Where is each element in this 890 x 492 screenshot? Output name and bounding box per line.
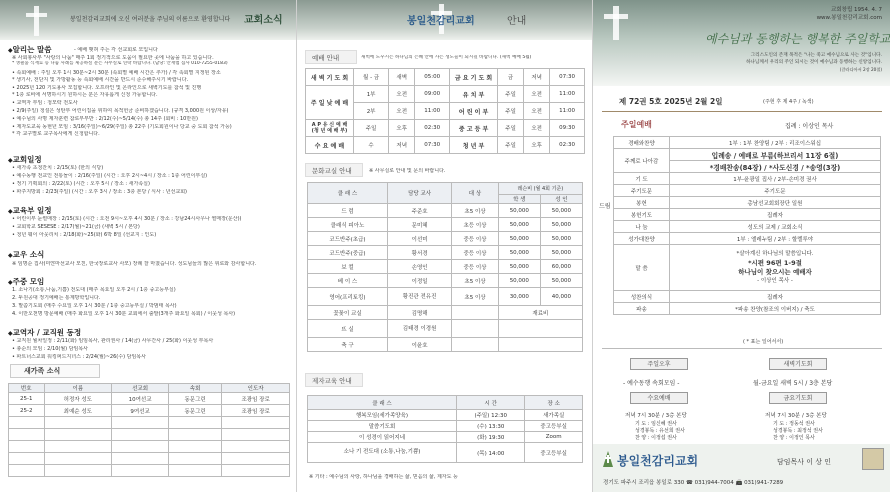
- table-row: 코드반주(중급) 황서경 중등 이상 50,000 50,000: [308, 246, 583, 260]
- table-row: 주기도문 주기도문: [614, 185, 881, 197]
- table-row: 소나 기 전도대 (소통,나눔,기쁨) (목) 14:00 중고등부실: [308, 443, 583, 463]
- page-title: 교회소식: [244, 15, 283, 26]
- table-row: 드 럼 주준호 초5 이상 50,000 50,000: [308, 204, 583, 218]
- main-title: 주일예배: [621, 120, 652, 129]
- svc-wednesday: 수요예배: [630, 392, 688, 404]
- cross-icon: [613, 6, 619, 40]
- cross-icon: [34, 6, 39, 36]
- page-cover: 교회창립 1954. 4. 7 www.봉일천감리교회.com 예수님과 동행하는 행복한 주일학교 그리스도인의 존재 목적은 "나는 죽고 예수님으로 사는 것"입니다. 하나님께서 우리의 주인 되시는 것이 예수님과 동행하는 신앙입니다. (갈라디아서 2장 20절) 제 72권 5호 2025년 2월 2일 (주현 후 제 4주 / 녹색) 주일예배 집례 : 이상인 목사 드림 경배와찬양 1부 : 1부 찬양팀 / 2부 : 리조이스워십 주께로 나아감 입례송 / 예배로 부름(하브리서 11장 6절) *경배찬송(84장) / *사도신경 / *송영(3장) 기 도 1부-윤광일 집사 / 2부-손미경 권사 주기도문 주기도문 봉헌 총남선교회회장단 일원 봉헌기도 집례자 나 눔 성도의 교제 / 교회소식 성가대찬양 1부 : 엘레누팀 / 2부 : 할렐루야 말 씀 *살아계신 하나님의 말씀입니다. *시편 96편 1-9절 하나님이 찾으시는 예배자 - 이상인 목사 - 성찬의식 집례자 파송 *파송 찬양(참조의 이버지) / 축도 ( * 표는 일어서서) 주일오후 - 예수동행 속회모임 - 새벽기도회 월-금요일 새벽 5시 / 3층 본당 수요예배 저녁 7시 30분 / 3층 본당 기 도 : 임신혜 권사 성경봉독 : 유선희 권사 찬 양 : 이정섭 권사 금요기도회 저녁 7시 30분 / 3층 본당 기 도 : 정동석 권사 성경봉독 : 최정석 권사 찬 양 : 이정인 목사 봉일천감리교회 담임목사 이 상 인 경기도 파주시 조리읍 봉일로 330 ☎ 031)944-7004 📠 031)941-7289: [593, 0, 890, 492]
- edu-note: ※ 기타 : 예수님의 사랑, 하나님을 경배하는 삶, 믿음의 삶, 제자도 등: [309, 474, 458, 480]
- table-row: 말 씀 *살아계신 하나님의 말씀입니다. *시편 96편 1-9절 하나님이 찾으시는 예배자 - 이상인 목사 -: [614, 245, 881, 291]
- table-row: 행복모임(세가족양육) (주일) 12:30 새가족실: [308, 410, 583, 421]
- table-row: 파송 *파송 찬양(참조의 이버지) / 축도: [614, 303, 881, 315]
- newcomer-table: 번호 이름 선교회 속회 인도자 25-1 허정자 성도 10여선교 동문그린 조광임 장로 25-2 최예순 성도 9여선교 동문그린 조광임 장로: [8, 383, 290, 477]
- table-row: 주께로 나아감 입례송 / 예배로 부름(하브리서 11장 6절): [614, 149, 881, 161]
- welcome-text: 봉일천감리교회에 오신 여러분을 주님의 이름으로 환영합니다: [70, 16, 231, 23]
- pastor-name: 담임목사 이 상 인: [777, 458, 832, 466]
- table-row: 베 이 스 이정일 초5 이상 50,000 50,000: [308, 274, 583, 288]
- worship-table: [305, 68, 585, 154]
- offering-label: 드림: [599, 203, 611, 210]
- table-row: 새 벽 기 도 회 월 - 금 새벽 05:00 금 요 기 도 회 금 저녁 07:30: [306, 69, 585, 86]
- church-title: 봉일천감리교회: [407, 16, 475, 27]
- table-row: 봉헌 총남선교회회장단 일원: [614, 197, 881, 209]
- table-row: 봉헌기도 집례자: [614, 209, 881, 221]
- qr-code-icon: [862, 448, 884, 470]
- address: 경기도 파주시 조리읍 봉일로 330 ☎ 031)944-7004 📠 031)941-7289: [603, 480, 784, 486]
- culture-label: 문화교실 안내: [305, 163, 363, 177]
- church-name: 봉일천감리교회: [617, 454, 699, 468]
- table-row: 이 성경이 읽어지네 (화) 19:30 Zoom: [308, 432, 583, 443]
- table-row: 꽃꽂이 교실 김명해 재료비: [308, 306, 583, 320]
- slogan: 예수님과 동행하는 행복한 주일학교: [705, 32, 890, 46]
- section-title: ◆ 알리는 말씀: [8, 44, 288, 55]
- table-row: 성가대찬양 1부 : 엘레누팀 / 2부 : 할렐루야: [614, 233, 881, 245]
- svc-friday: 금요기도회: [769, 392, 827, 404]
- table-row: 성찬의식 집례자: [614, 291, 881, 303]
- table-row: 기 도 1부-윤광일 집사 / 2부-손미경 권사: [614, 173, 881, 185]
- table-row: 클래식 피아노 문미혜 초등 이상 50,000 50,000: [308, 218, 583, 232]
- church-logo-icon: [601, 449, 615, 469]
- edu-table: 클 래 스 시 간 장 소 행복모임(세가족양육) (주일) 12:30 새가족실 말씀기도회 (수) 13:30 중고등부실 이 성경이 읽어지네 (화) 19:30 Zoom 소나 기 전도대 (소통,나눔,기쁨) (목) 14:00 중고등부실: [307, 395, 583, 463]
- table-row: 말씀기도회 (수) 13:30 중고등부실: [308, 421, 583, 432]
- table-row: 보 컬 손영인 중등 이상 50,000 60,000: [308, 260, 583, 274]
- table-row: 2부 오전 11:00 어 린 이 부 주일 오전 11:00: [306, 103, 585, 120]
- edu-label: 제자교육 안내: [305, 373, 363, 387]
- table-row: 뜨 실 김태경 이경원: [308, 320, 583, 338]
- newcomer-title: 새가족 소식: [24, 367, 61, 375]
- order-table: [613, 136, 881, 315]
- founded-date: 교회창립 1954. 4. 7: [831, 7, 882, 13]
- table-row: *경배찬송(84장) / *사도신경 / *송영(3장): [614, 161, 881, 173]
- culture-table: 클 래 스 담당 교사 대 상 레슨비 (월 4회 기준) 학 생 성 인 드 럼 주준호 초5 이상 50,000 50,000 클래식 피아노 문미혜 초등 이상 50,000 50,000 코드반주(초급) 이선미 중등 이상 50,000 50,000 코드반주(중급) 황서경 중등 이상 50,000 50,000 보 컬 손영인 중등 이상 50,000 60,000 베 이 스 이정일 초5 이상 50,000 50,000 영어(프리토킹) 황진관 전유진 초5 이상 30,000 40,000 꽃꽂이 교실 김명해 재료비 뜨 실 김태경 이경원 축 구 이윤호: [307, 182, 583, 352]
- table-row: 축 구 이윤호: [308, 338, 583, 352]
- table-row: A P 유 신 예 배 (청 년 예 배 부) 주일 오후 02:30 중 고 등 부 주일 오전 09:30: [306, 120, 585, 137]
- table-row: 코드반주(초급) 이선미 중등 이상 50,000 50,000: [308, 232, 583, 246]
- worship-label: 예배 안내: [305, 50, 357, 64]
- table-row: 나 눔 성도의 교제 / 교회소식: [614, 221, 881, 233]
- table-row: 수 요 예 배 수 저녁 07:30 청 년 부 주일 오후 02:30: [306, 137, 585, 154]
- svc-afternoon: 주일오후: [630, 358, 688, 370]
- table-row: 25-2 최예순 성도 9여선교 동문그린 조광임 장로: [9, 405, 290, 417]
- table-row: 25-1 허정자 성도 10여선교 동문그린 조광임 장로: [9, 393, 290, 405]
- page-news: 봉일천감리교회에 오신 여러분을 주님의 이름으로 환영합니다 교회소식 ◆ 알리는 말씀 - 예배 맺혀 주는 각 선교회로 모입니다 ※ 사회봉사부 "사랑의 나눔" 매주 1회 정기적으로 도움이 필요한 곳에 나눔을 하고 있습니다. * 생필품 식재료 등 나눔 사례를 제공하실 분은 사무실로 연락 바랍니다. (담당: 안재범 집사 010-7255-0183) • 속회예배 : 주일 오후 1시 30분~2시 30분 (속회별 예배 시간은 추가) / 각 속회별 지정된 장소 * 생기사, 전단지 및 가방활동 등 속회예배 시간을 반드시 준수해주시기 바랍니다. • 2025년 120 기도용사 모집합니다. 오프라인 및 온라인으로 새벽기도를 참석 및 진행 * 1층 로비에 서명하시기 원하시는 분은 자유롭게 신청 가능합니다. • 교역자 부임 : 청모락 전도사 • 2/9(주일) 청설은 성탄부 어린이집을 위하여 목적헌금 준비하겠습니다. (규격 3,000원 이상/자유) • 예수님의 사명 제자훈련 참로부부반 : 2/12(수)~5/14(수) 총 14주 (회비 : 10만원) • 제자도교육 동현년 모임 : 3/16(주일)~6/29(주일) 총 22주 (기도회원이나 당교 중 도회 참석 가능) * 각 교구별로 교구목사에게 신청합니다. ◆ 교회일정 • 새가족 초청잔치 : 2/15(토) (한의 식당) • 예수동행 전교인 전통놀이 : 2/16(주일) (시간 : 오후 2시~4시 / 장소 : 1층 어린이부실) • 정기 기획회의 : 2/22(토) (시간 : 오후 5시 / 장소 : 새가족실) • 파주지방회 : 2/23(주일) (시간 : 오후 3시 / 장소 : 3층 본당 / 식사 : 년선교회) ◆ 교육부 일정 • 어린이부 눈썰매장 : 2/15(토) (시간 : 오전 9시~오후 4시 30분 / 장소 : 강남24시사우나 썰매장(운산)) • 교회학교 SESESE : 2/17(월)~21(금) (새벽 5시 / 본당) • 청년 웨이 아웃리치 : 2/18(화)~25(화) 6박 8일 (선교지 : 인도) ◆ 교우 소식 ※ 임명순 집사(미얀마선교사 모친, 한국장로교사 사모) 장례 잘 마쳤습니다. 성도님들의 많은 위로와 감사합니다. ◆ 주중 모임 1. 소나기(소통,나눔,기쁨) 전도대 (매주 목요일 오후 2시 / 1층 중고등부실) 2. 두원공대 정기예배는 통계방학입니다. 3. 말씀기도회 (매주 수요일 오후 1시 30분 / 1층 중고등부실 / 박범태 목사) 4. 이만오천명 방문예배 (매주 화요일 오후 1시 30분 교회에서 출발(3개주 화요일 목회) / 이웃성 목사) ◆ 교역자 / 교직원 동정 • 교직원 월차일정 : 2/11(화) 임임목사, 관리권사 / 14(금) 사무간사 / 25(화) 이웃성 부목사 • 총순의 모임 : 2/10(월) 담임목사 • 파트너스교회 워킹퍼드지녀스 : 2/24(월)~26(수) 담임목사 새가족 소식 번호 이름 선교회 속회 인도자 25-1 허정자 성도 10여선교 동문그린 조광임 장로 25-2 최예순 성도 9여선교 동문그린 조광임 장로: [0, 0, 297, 492]
- website: www.봉일천감리교회.com: [816, 15, 882, 21]
- page-info: 봉일천감리교회 안내 예배 안내 새벽에 도우시는 하나님의 은혜 안에 사는 성도들이 되시길 바랍니다. (새벽 예배 5월) 새 벽 기 도 회 월 - 금 새벽 05:00 금 요 기 도 회 금 저녁 07:30 주 일 낮 예 배 1부 오전 09:00 유 치 부 주일 오전 11:00 2부 오전 11:00 어 린 이 부 주일 오전 11:00 A P 유 신 예 배 (청 년 예 배 부) 주일 오후 02:30 중 고 등 부 주일 오전 09:30 수 요 예 배 수 저녁 07:30 청 년 부 주일 오후 02:30 문화교실 안내 ※ 사무실로 안내 및 문의 바랍니다. 클 래 스 담당 교사 대 상 레슨비 (월 4회 기준) 학 생 성 인 드 럼 주준호 초5 이상 50,000 50,000 클래식 피아노 문미혜 초등 이상 50,000 50,000 코드반주(초급) 이선미 중등 이상 50,000 50,000 코드반주(중급) 황서경 중등 이상 50,000 50,000 보 컬 손영인 중등 이상 50,000 60,000 베 이 스 이정일 초5 이상 50,000 50,000 영어(프리토킹) 황진관 전유진 초5 이상 30,000 40,000 꽃꽂이 교실 김명해 재료비 뜨 실 김태경 이경원 축 구 이윤호 제자교육 안내 클 래 스 시 간 장 소 행복모임(세가족양육) (주일) 12:30 새가족실 말씀기도회 (수) 13:30 중고등부실 이 성경이 읽어지네 (화) 19:30 Zoom 소나 기 전도대 (소통,나눔,기쁨) (목) 14:00 중고등부실 ※ 기타 : 예수님의 사랑, 하나님을 경배하는 삶, 믿음의 삶, 제자도 등: [297, 0, 593, 492]
- table-row: 영어(프리토킹) 황진관 전유진 초5 이상 30,000 40,000: [308, 288, 583, 306]
- svc-dawn: 새벽기도회: [769, 358, 827, 370]
- table-row: 경배와찬양 1부 : 1부 찬양팀 / 2부 : 리조이스워십: [614, 137, 881, 149]
- issue-info: 제 72권 5호 2025년 2월 2일: [619, 97, 723, 106]
- table-row: 주 일 낮 예 배 1부 오전 09:00 유 치 부 주일 오전 11:00: [306, 86, 585, 103]
